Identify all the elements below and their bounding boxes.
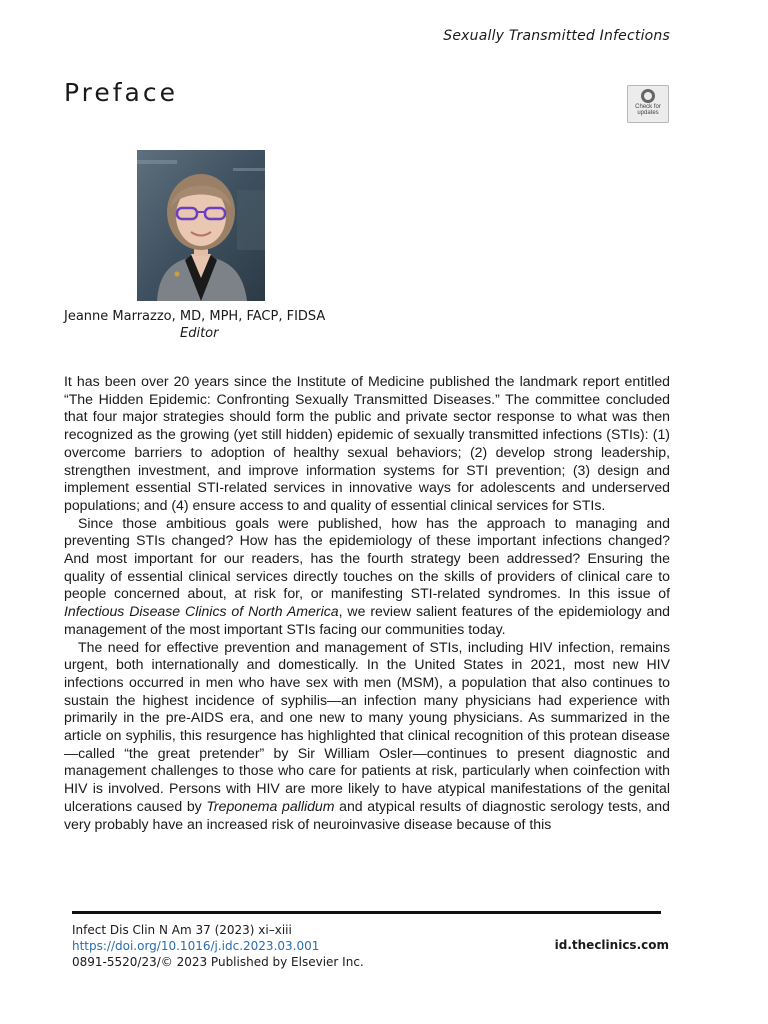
copyright: 0891-5520/23/© 2023 Published by Elsevier Inc.	[72, 955, 364, 969]
journal-title: Infectious Disease Clinics of North America	[64, 603, 339, 620]
footer-citation-block	[72, 922, 364, 970]
check-updates-icon	[641, 89, 655, 103]
paragraph-1: It has been over 20 years since the Institute of Medicine published the landmark report entitled “The Hidden Epidemic: Confronting Sexually Transmitted Diseases.” The committee concluded that four major strategies should form the public and private sector response to what was then recognized as the growing (yet still hidden) epidemic of sexually transmitted infections (STIs): (1) overcome barriers to adoption of healthy sexual behaviors; (2) develop strong leadership, strengthen investment, and improve information systems for STI prevention; (3) design and implement essential STI-related services in innovative ways for adolescents and underserved populations; and (4) ensure access to and quality of essential clinical services for STIs.	[64, 373, 670, 513]
preface-body	[64, 373, 670, 833]
check-for-updates-badge[interactable]	[627, 85, 669, 123]
organism-name: Treponema pallidum	[206, 797, 335, 814]
paragraph-3-text-b: and atypical results of diagnostic serology tests, and very probably have an increased risk of neuroinvasive disease because of this	[64, 797, 670, 832]
badge-line-2: updates	[637, 110, 659, 116]
badge-line-1: Check for	[635, 104, 661, 110]
journal-site-link[interactable]: id.theclinics.com	[554, 938, 669, 952]
paragraph-3	[64, 639, 670, 834]
footer-rule	[72, 911, 661, 914]
running-head: Sexually Transmitted Infections	[443, 28, 670, 44]
page-title: Preface	[64, 78, 178, 107]
editor-portrait	[137, 150, 265, 301]
doi-link[interactable]: https://doi.org/10.1016/j.idc.2023.03.001	[72, 939, 320, 953]
paragraph-2-text-a: Since those ambitious goals were published, how has the approach to managing and preventing STIs changed? How has the epidemiology of these important infections changed? And most important for our readers, has the fourth strategy been addressed? Ensuring the quality of essential clinical services directly touches on the skills of providers of clinical care to people concerned about, at risk for, or manifesting STI-related syndromes. In this issue of	[64, 514, 670, 602]
citation: Infect Dis Clin N Am 37 (2023) xi–xiii	[72, 923, 292, 937]
paragraph-2	[64, 515, 670, 639]
paragraph-2-text-b: , we review salient features of the epidemiology and management of the most important STIs facing our communities today.	[64, 603, 670, 637]
editor-name: Jeanne Marrazzo, MD, MPH, FACP, FIDSA	[64, 309, 326, 324]
paragraph-3-text-a: The need for effective prevention and management of STIs, including HIV infection, remains urgent, both internationally and domestically. In the United States in 2021, most new HIV infections occurred in men who have sex with men (MSM), a population that also continues to sustain the highest incidence of syphilis—an infection many physicians had experience with primarily in the pre-AIDS era, and one new to many young physicians. As summarized in the article on syphilis, this resurgence has highlighted that clinical recognition of this protean disease—called “the great pretender” by Sir William Osler—continues to present diagnostic and management challenges to those who care for patients at risk, particularly when coinfection with HIV is involved. Persons with HIV are more likely to have atypical manifestations of the genital ulcerations caused by	[64, 638, 670, 814]
editor-role: Editor	[180, 326, 219, 341]
